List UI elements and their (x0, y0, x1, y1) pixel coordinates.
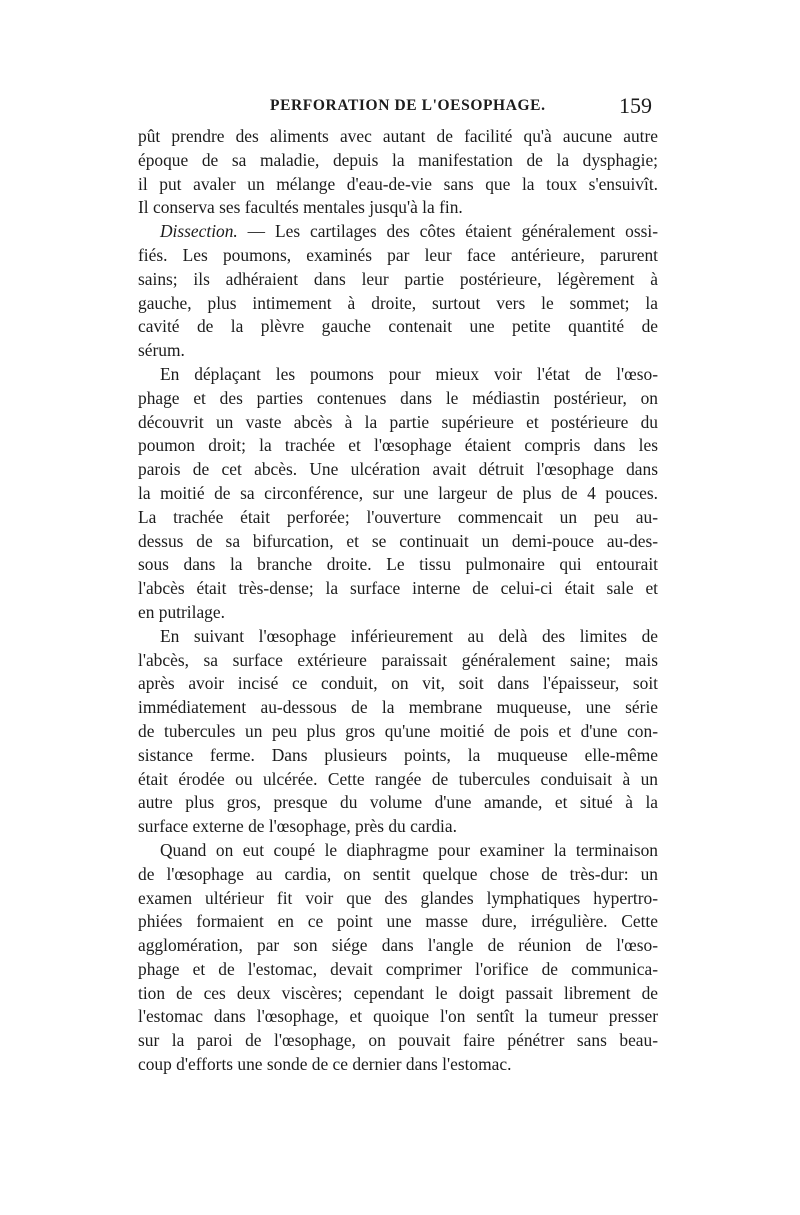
text-line: phage et de l'estomac, devait comprimer l'orifice de communica- (138, 958, 658, 979)
text-line-rest: — Les cartilages des côtes étaient généralement ossi- (237, 221, 658, 242)
text-line: fiés. Les poumons, examinés par leur face antérieure, parurent (138, 244, 658, 265)
text-line: dessus de sa bifurcation, et se continuait un demi-pouce au-des- (138, 530, 658, 551)
text-line: l'abcès était très-dense; la surface interne de celui-ci était sale et (138, 578, 658, 599)
text-line: l'estomac dans l'œsophage, et quoique l'on sentît la tumeur presser (138, 1006, 658, 1027)
text-line: de tubercules un peu plus gros qu'une moitié de pois et d'une con- (138, 720, 658, 741)
paragraph (138, 363, 658, 625)
text-line: en putrilage. (138, 601, 225, 622)
text-line: En suivant l'œsophage inférieurement au delà des limites de (160, 625, 658, 646)
text-line: il put avaler un mélange d'eau-de-vie sans que la toux s'ensuivît. (138, 173, 658, 194)
text-line: cavité de la plèvre gauche contenait une petite quantité de (138, 316, 658, 337)
text-line: de l'œsophage au cardia, on sentit quelque chose de très-dur: un (138, 863, 658, 884)
section-lead: Dissection. (160, 221, 238, 242)
page-number: 159 (619, 93, 652, 118)
text-line: coup d'efforts une sonde de ce dernier dans l'estomac. (138, 1054, 512, 1075)
text-line: époque de sa maladie, depuis la manifestation de la dysphagie; (138, 149, 658, 170)
text-line: tion de ces deux viscères; cependant le doigt passait librement de (138, 982, 658, 1003)
text-line: Il conserva ses facultés mentales jusqu'à la fin. (138, 197, 463, 218)
paragraph (138, 125, 658, 220)
text-line: agglomération, par son siége dans l'angle de réunion de l'œso- (138, 935, 658, 956)
running-head (140, 93, 660, 121)
text-line: après avoir incisé ce conduit, on vit, soit dans l'épaisseur, soit (138, 673, 658, 694)
text-line: surface externe de l'œsophage, près du cardia. (138, 816, 457, 837)
text-line: En déplaçant les poumons pour mieux voir l'état de l'œso- (160, 363, 658, 384)
text-line: parois de cet abcès. Une ulcération avait détruit l'œsophage dans (138, 459, 658, 480)
body-text (138, 125, 658, 1077)
text-line: découvrit un vaste abcès à la partie supérieure et postérieure du (138, 411, 658, 432)
text-line: gauche, plus intimement à droite, surtout vers le sommet; la (138, 292, 658, 313)
text-line: Quand on eut coupé le diaphragme pour examiner la terminaison (160, 839, 658, 860)
text-line: La trachée était perforée; l'ouverture commencait un peu au- (138, 506, 658, 527)
text-line: immédiatement au-dessous de la membrane muqueuse, une série (138, 697, 658, 718)
text-line: poumon droit; la trachée et l'œsophage étaient compris dans les (138, 435, 658, 456)
running-title: PERFORATION DE L'OESOPHAGE. (270, 97, 546, 114)
text-line: sérum. (138, 340, 185, 361)
text-line: autre plus gros, presque du volume d'une amande, et situé à la (138, 792, 658, 813)
paragraph (138, 625, 658, 839)
text-line: la moitié de sa circonférence, sur une largeur de plus de 4 pouces. (138, 482, 658, 503)
text-line: était érodée ou ulcérée. Cette rangée de tubercules conduisait à un (138, 768, 658, 789)
text-line: sur la paroi de l'œsophage, on pouvait faire pénétrer sans beau- (138, 1030, 658, 1051)
text-line: phiées formaient en ce point une masse dure, irrégulière. Cette (138, 911, 658, 932)
text-line: sous dans la branche droite. Le tissu pulmonaire qui entourait (138, 554, 658, 575)
paragraph (138, 839, 658, 1077)
paragraph (138, 220, 658, 363)
text-line: sains; ils adhéraient dans leur partie postérieure, légèrement à (138, 268, 658, 289)
text-line: phage et des parties contenues dans le médiastin postérieur, on (138, 387, 658, 408)
text-line: pût prendre des aliments avec autant de facilité qu'à aucune autre (138, 126, 658, 146)
text-line: sistance ferme. Dans plusieurs points, la muqueuse elle-même (138, 744, 658, 765)
text-line: examen ultérieur fit voir que des glandes lymphatiques hypertro- (138, 887, 658, 908)
text-line: l'abcès, sa surface extérieure paraissait généralement saine; mais (138, 649, 658, 670)
text-line (138, 220, 658, 244)
